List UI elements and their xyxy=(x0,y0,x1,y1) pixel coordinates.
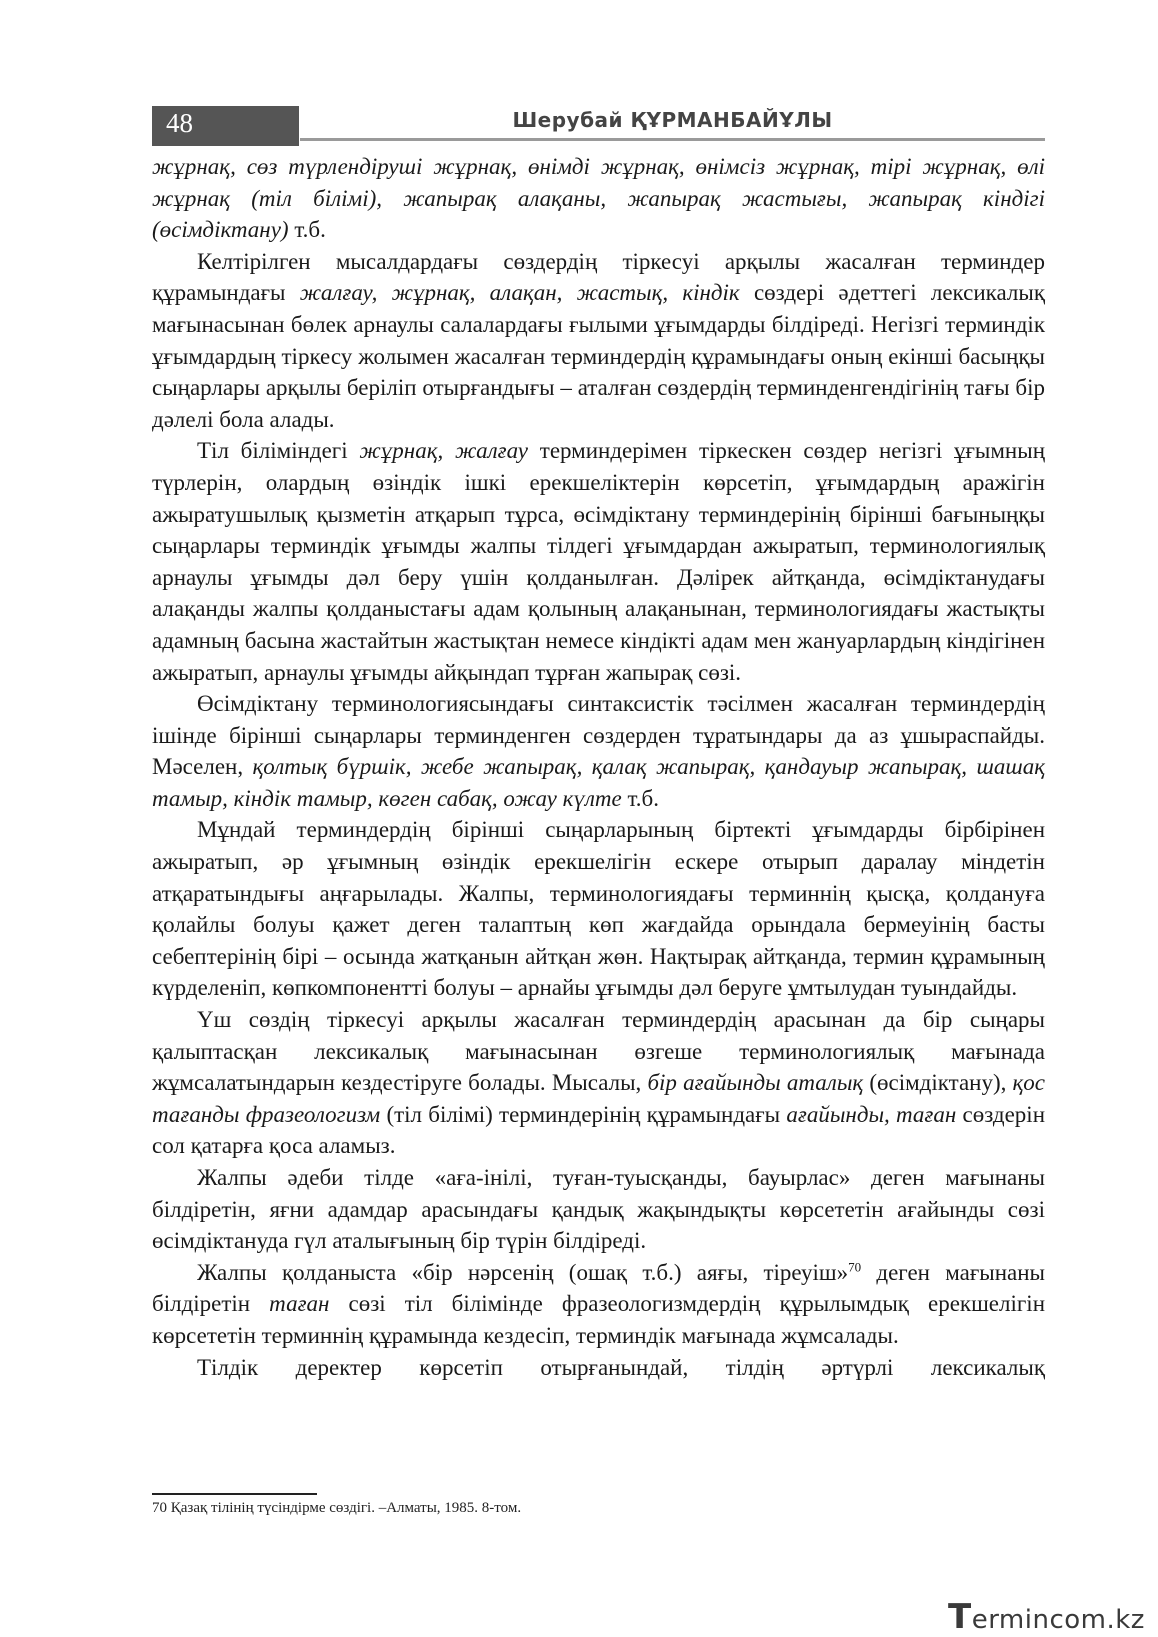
body-text xyxy=(152,151,1045,1383)
italic-term: ағайынды, таған xyxy=(786,1101,957,1127)
footnote-reference: 70 xyxy=(848,1259,862,1275)
text-run: Өсімдіктану терминологиясындағы синтаксистік тәсілмен жасалған терминдердің ішінде бірінші сыңарлары терминденген сөздерден тұратындары да аз ұшыраспайды. Мәселен, xyxy=(152,691,1045,780)
watermark-text: ermincom.kz xyxy=(971,1605,1145,1635)
italic-term: жұрнақ, сөз түрлендіруші жұрнақ, өнімді жұрнақ, өнімсіз жұрнақ, тірі жұрнақ, өлі жұрнақ (тіл білімі), жапырақ алақаны, жапырақ жастығы, жапырақ кіндігі (өсімдіктану) xyxy=(152,154,1045,243)
text-run: Жалпы қолданыста «бір нәрсенің (ошақ т.б.) аяғы, тіреуіш» xyxy=(197,1259,849,1285)
paragraph xyxy=(152,151,1045,246)
text-run: Жалпы әдеби тілде «аға-інілі, туған-туысқанды, бауырлас» деген мағынаны білдіретін, яғни адамдар арасындағы қандық жақындықты көрсететін ағайынды сөзі өсімдіктануда гүл аталығының бір түрін білдіреді. xyxy=(152,1165,1045,1254)
running-header-author: Шерубай ҚҰРМАНБАЙҰЛЫ xyxy=(512,108,833,132)
italic-term: жұрнақ, жалғау xyxy=(359,438,528,464)
italic-term: қос тағанды фразеологизм xyxy=(152,1070,1045,1127)
text-run: (тіл білімі) терминдерінің құрамындағы xyxy=(380,1101,787,1127)
footnote: 70 Қазақ тілінің түсіндірме сөздігі. –Алматы, 1985. 8-том. xyxy=(152,1500,522,1516)
text-run: сөздері әдеттегі лексикалық мағынасынан бөлек арнаулы салалардағы ғылыми ұғымдарды білдіреді. Негізгі терминдік ұғымдардың тіркесу жолымен жасалған терминдердің құрамындағы оның екінші басыңқы сыңарлары арқылы беріліп отырғандығы – аталған сөздердің терминденгендігінің тағы бір дәлелі бола алады. xyxy=(152,280,1046,432)
italic-term: қолтық бүршік, жебе жапырақ, қалақ жапырақ, қандауыр жапырақ, шашақ тамыр, кіндік тамыр, көген сабақ, ожау күлте xyxy=(152,754,1045,811)
text-run: Тілдік деректер көрсетіп отырғанындай, тілдің әртүрлі лексикалық xyxy=(197,1354,1045,1380)
text-run: Мұндай терминдердің бірінші сыңарларының біртекті ұғымдарды бірбірінен ажыратып, әр ұғымның өзіндік ерекшелігін ескере отырып даралау міндетін атқаратындығы аңғарылады. Жалпы, терминологиядағы терминнің қысқа, қолдануға қолайлы болуы қажет деген талаптың көп жағдайда орындала бермеуінің басты себептерінің бірі – осында жатқанын айтқан жөн. Нақтырақ айтқанда, термин құрамының күрделеніп, көпкомпонентті болуы – арнайы ұғымды дәл беруге ұмтылудан туындайды. xyxy=(152,817,1045,1001)
watermark-first-letter: T xyxy=(948,1597,972,1637)
paragraph xyxy=(152,1162,1045,1257)
text-run: т.б. xyxy=(288,217,326,243)
header-rule xyxy=(300,138,1045,141)
italic-term: таған xyxy=(269,1291,330,1317)
page-number-box xyxy=(152,106,299,146)
text-run: (өсімдіктану), xyxy=(863,1070,1013,1096)
text-run: терминдерімен тіркескен сөздер негізгі ұғымның түрлерін, олардың өзіндік ішкі ерекшеліктерін көрсетіп, ұғымдардың аражігін ажыратушылық қызметін атқарып тұрса, өсімдіктану терминдерінің бірінші бағыныңқы сыңарлары терминдік ұғымды жалпы тілдегі ұғымдардан ажыратып, терминологиялық арнаулы ұғымды дәл беру үшін қолданылған. Дәлірек айтқанда, өсімдіктанудағы алақанды жалпы қолданыстағы адам қолының алақанынан, терминологиядағы жастықты адамның басына жастайтын жастықтан немесе кіндікті адам мен жануарлардың кіндігінен ажыратып, арнаулы ұғымды айқындап тұрған жапырақ сөзі. xyxy=(152,438,1045,685)
watermark-logo xyxy=(948,1597,1145,1637)
text-run: сөзі тіл білімінде фразеологизмдердің құрылымдық ерекшелігін көрсететін терминнің құрамында кездесіп, терминдік мағынада жұмсалады. xyxy=(152,1291,1046,1348)
text-run: Тіл біліміндегі xyxy=(197,438,360,464)
paragraph xyxy=(152,688,1045,814)
italic-term: бір ағайынды аталық xyxy=(647,1070,864,1096)
paragraph xyxy=(152,814,1045,1004)
paragraph xyxy=(152,1352,1045,1384)
paragraph xyxy=(152,246,1045,436)
footnote-divider xyxy=(152,1493,317,1495)
paragraph xyxy=(152,1004,1045,1162)
text-run: т.б. xyxy=(621,785,659,811)
text-run: Үш сөздің тіркесуі арқылы жасалған терминдердің арасынан да бір сыңары қалыптасқан лексикалық мағынасынан өзгеше терминологиялық мағынада жұмсалатындарын кездестіруге болады. Мысалы, xyxy=(152,1007,1045,1096)
text-run: деген мағынаны білдіретін xyxy=(152,1259,1045,1317)
paragraph xyxy=(152,435,1045,688)
page-number: 48 xyxy=(166,108,193,138)
text-run: Келтірілген мысалдардағы сөздердің тіркесуі арқылы жасалған терминдер құрамындағы xyxy=(152,248,1045,306)
paragraph xyxy=(152,1257,1045,1352)
text-run: сөздерін сол қатарға қоса аламыз. xyxy=(152,1101,1046,1159)
italic-term: жалғау, жұрнақ, алақан, жастық, кіндік xyxy=(299,280,740,306)
